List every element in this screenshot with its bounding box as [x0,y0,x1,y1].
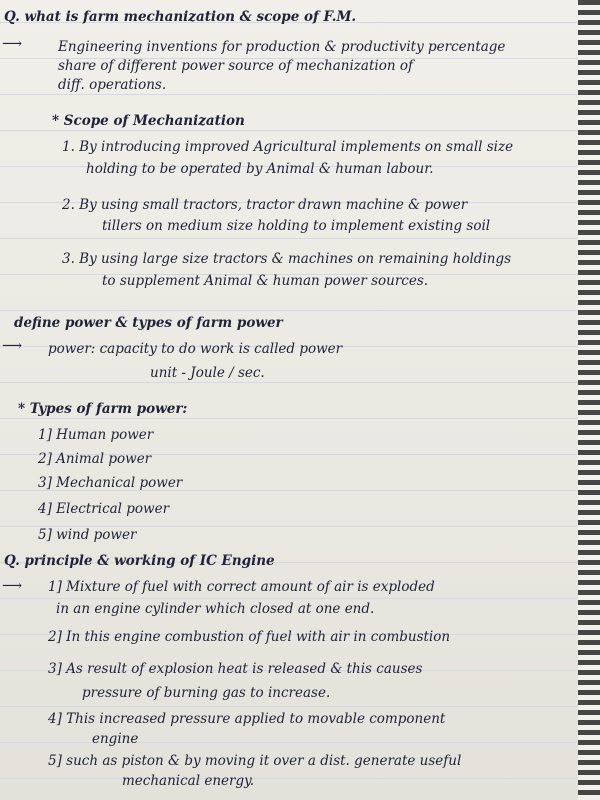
engine-point: 4] This increased pressure applied to movable component [48,711,446,727]
scope-item: to supplement Animal & human power sources. [102,273,429,289]
scope-heading: * Scope of Mechanization [52,113,245,129]
power-type-item: 1] Human power [38,427,154,443]
engine-point: pressure of burning gas to increase. [82,685,331,701]
ruled-line [0,130,578,131]
scope-item: 2. By using small tractors, tractor drawn machine & power [62,197,468,213]
q2-title: define power & types of farm power [14,315,283,331]
power-type-item: 5] wind power [38,527,137,543]
scope-item: tillers on medium size holding to implement existing soil [102,218,491,234]
ruled-line [0,742,578,743]
power-type-item: 3] Mechanical power [38,475,183,491]
engine-point: 1] Mixture of fuel with correct amount of air is exploded [48,579,435,595]
ruled-line [0,418,578,419]
q1-definition-line: diff. operations. [58,77,167,93]
q1-definition-line: Engineering inventions for production & productivity percentage [58,39,506,55]
q1-definition-line: share of different power source of mechanization of [58,58,413,74]
ruled-line [0,310,578,311]
q3-title: Q. principle & working of IC Engine [4,553,275,569]
notebook-spiral-binding [578,0,600,800]
ruled-line [0,94,578,95]
engine-point: 3] As result of explosion heat is released & this causes [48,661,423,677]
scope-item: holding to be operated by Animal & human labour. [86,161,434,177]
power-unit: unit - Joule / sec. [150,365,265,381]
power-type-item: 2] Animal power [38,451,152,467]
arrow-icon: ⟶ [2,338,23,354]
power-type-item: 4] Electrical power [38,501,170,517]
q1-title: Q. what is farm mechanization & scope of F.M. [4,9,357,25]
power-definition: power: capacity to do work is called power [48,341,343,357]
engine-point: in an engine cylinder which closed at one end. [56,601,375,617]
arrow-icon: ⟶ [2,578,23,594]
ruled-line [0,238,578,239]
ruled-line [0,598,578,599]
engine-point: 2] In this engine combustion of fuel with air in combustion [48,629,451,645]
engine-point: 5] such as piston & by moving it over a dist. generate useful [48,753,462,769]
engine-point: mechanical energy. [122,773,255,789]
arrow-icon: ⟶ [2,36,23,52]
scope-item: 1. By introducing improved Agricultural implements on small size [62,139,514,155]
ruled-line [0,382,578,383]
ruled-line [0,778,578,779]
engine-point: engine [92,731,139,747]
ruled-line [0,706,578,707]
types-heading: * Types of farm power: [18,401,188,417]
scope-item: 3. By using large size tractors & machines on remaining holdings [62,251,512,267]
